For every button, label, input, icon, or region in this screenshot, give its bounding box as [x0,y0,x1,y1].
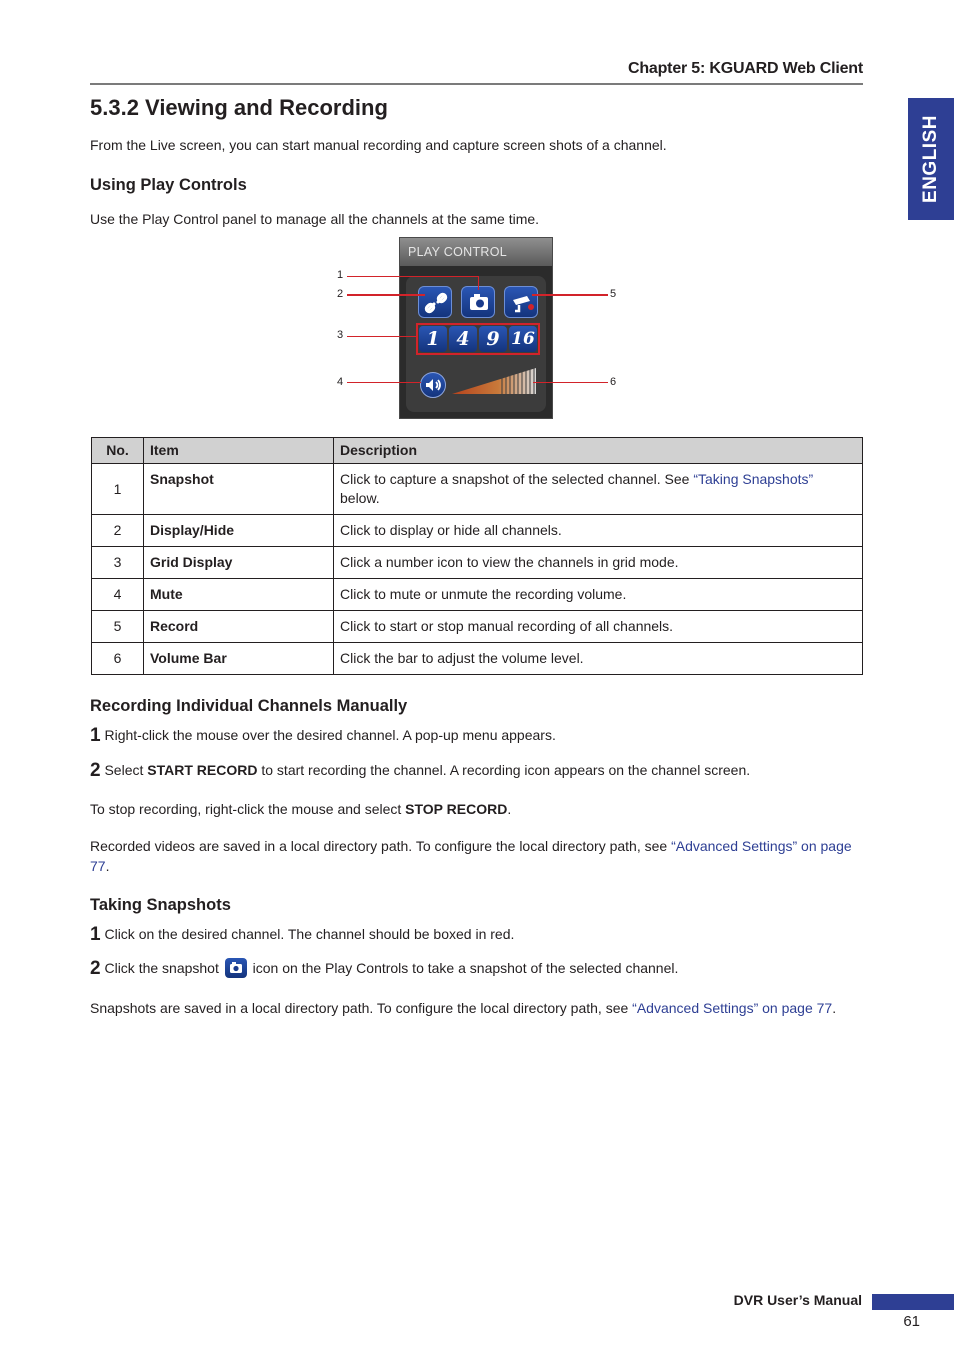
page-number: 61 [903,1313,920,1330]
saved-text-after: . [105,858,110,874]
step-number: 1 [90,725,101,746]
start-record-label: START RECORD [147,762,258,778]
row-item: Record [144,611,334,643]
row-description-text: Click to capture a snapshot of the selected channel. See [340,471,694,487]
stop-recording-text [90,799,860,819]
step-number: 2 [90,958,101,979]
table-row [92,464,863,515]
callout-number-4: 4 [337,376,344,388]
callout-line-6 [533,382,608,383]
callout-line-4 [347,382,421,383]
recording-heading: Recording Individual Channels Manually [90,697,408,715]
callout-line-1 [347,276,479,277]
footer-bar [872,1294,954,1310]
language-tab-label: ENGLISH [920,115,941,203]
row-description-after: below. [340,490,380,506]
step-text: Click the snapshot [104,960,219,976]
snapshot-icon [225,958,247,978]
step-text: Select [104,762,148,778]
step-number: 2 [90,760,101,781]
row-number: 2 [92,515,144,547]
row-item: Display/Hide [144,515,334,547]
chapter-title: Chapter 5: KGUARD Web Client [627,60,863,77]
saved-text: Snapshots are saved in a local directory path. To configure the local directory path, see [90,1000,633,1016]
grid-4-button: 4 [449,326,477,352]
row-description: Click to mute or unmute the recording volume. [334,579,863,611]
step-text-after: icon on the Play Controls to take a snapshot of the selected channel. [252,960,679,976]
callout-number-6: 6 [610,376,617,388]
advanced-settings-link[interactable]: “Advanced Settings” on page 77 [632,1000,833,1016]
table-header-description: Description [334,438,863,464]
advanced-settings-link[interactable]: “Advanced Settings” on page 77 [90,838,852,874]
grid-16-button: 16 [509,326,537,352]
recording-saved-text [90,836,855,876]
play-controls-heading: Using Play Controls [90,176,247,194]
row-number: 1 [92,464,144,515]
row-description: Click the bar to adjust the volume level. [334,643,863,675]
section-intro: From the Live screen, you can start manual recording and capture screen shots of a channel. [90,137,667,153]
play-controls-text: Use the Play Control panel to manage all the channels at the same time. [90,211,540,227]
stop-text-after: . [507,801,512,817]
record-icon [504,286,538,318]
callout-number-3: 3 [337,329,344,341]
header-rule [90,83,863,85]
callout-line-3 [347,336,417,337]
stop-record-label: STOP RECORD [405,801,508,817]
row-description: Click to display or hide all channels. [334,515,863,547]
row-number: 4 [92,579,144,611]
recording-step-1 [90,725,860,746]
step-number: 1 [90,924,101,945]
step-text: Right-click the mouse over the desired channel. A pop-up menu appears. [104,727,556,743]
callout-number-2: 2 [337,288,344,300]
saved-text: Recorded videos are saved in a local directory path. To configure the local directory path, see [90,838,672,854]
play-control-panel-image [399,237,553,419]
callout-line-2 [347,294,425,296]
snapshots-saved-text [90,998,850,1018]
snapshots-step-1 [90,924,860,945]
callout-line-5 [532,294,608,296]
table-row [92,611,863,643]
stop-text: To stop recording, right-click the mouse and select [90,801,406,817]
table-header-row [92,438,863,464]
taking-snapshots-link[interactable]: “Taking Snapshots” [693,471,814,487]
row-description: Click a number icon to view the channels in grid mode. [334,547,863,579]
grid-9-button: 9 [479,326,507,352]
row-item: Mute [144,579,334,611]
row-item: Grid Display [144,547,334,579]
callout-number-1: 1 [337,269,344,281]
play-control-title: PLAY CONTROL [400,238,552,266]
mute-icon [420,372,446,398]
display-hide-icon [418,286,452,318]
grid-highlight-box [416,323,540,355]
snapshots-heading: Taking Snapshots [90,896,231,914]
row-description [334,464,863,515]
snapshot-icon [461,286,495,318]
step-text-after: to start recording the channel. A recording icon appears on the channel screen. [257,762,751,778]
row-number: 5 [92,611,144,643]
table-row [92,643,863,675]
table-row [92,579,863,611]
section-title: 5.3.2 Viewing and Recording [90,95,388,120]
snapshots-step-2 [90,958,860,979]
grid-1-button: 1 [419,326,447,352]
row-number: 6 [92,643,144,675]
callout-line-1-drop [478,276,479,290]
language-tab [908,98,954,220]
table-header-item: Item [144,438,334,464]
footer-manual-title: DVR User’s Manual [733,1292,862,1308]
row-description: Click to start or stop manual recording of all channels. [334,611,863,643]
saved-text-after: . [832,1000,837,1016]
row-number: 3 [92,547,144,579]
step-text: Click on the desired channel. The channel should be boxed in red. [104,926,515,942]
row-item: Volume Bar [144,643,334,675]
play-controls-table [91,437,863,675]
recording-step-2 [90,760,860,781]
table-header-no: No. [92,438,144,464]
row-item: Snapshot [144,464,334,515]
volume-bar-icon [452,366,538,396]
callout-number-5: 5 [610,288,617,300]
table-row [92,547,863,579]
table-row [92,515,863,547]
